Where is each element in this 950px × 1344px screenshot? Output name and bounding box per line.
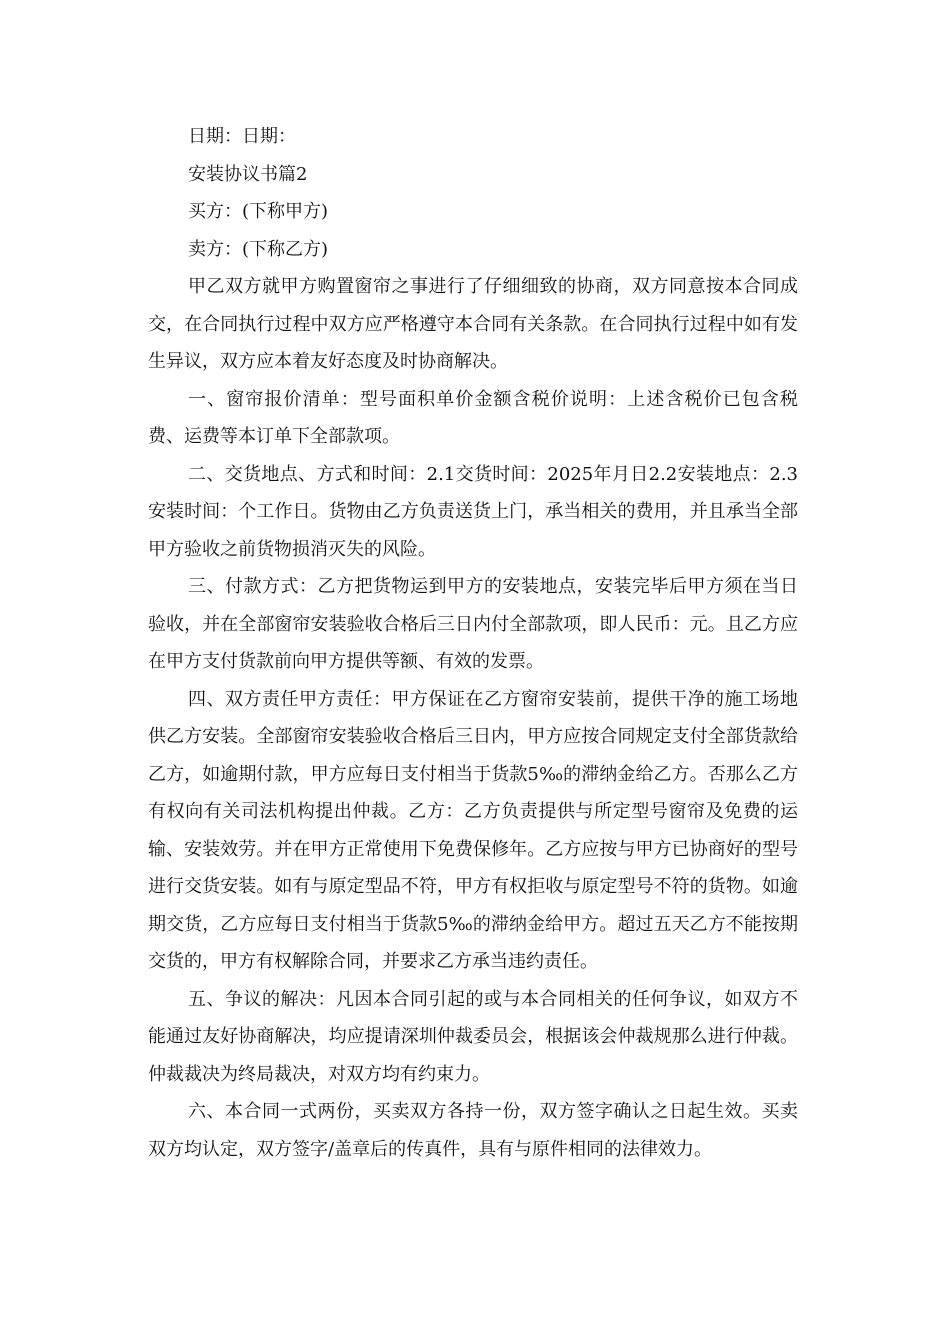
clause-2-delivery: 二、交货地点、方式和时间：2.1交货时间：2025年月日2.2安装地点：2.3安装时间：个工作日。货物由乙方负责送货上门，承当相关的费用，并且承当全部甲方验收之前货物损消灭失的风险。 [148,463,798,560]
clause-4-responsibilities: 四、双方责任甲方责任：甲方保证在乙方窗帘安装前，提供干净的施工场地供乙方安装。全部窗帘安装验收合格后三日内，甲方应按合同规定支付全部货款给乙方，如逾期付款，甲方应每日支付相当于货款5‰的滞纳金给乙方。否那么乙方有权向有关司法机构提出仲裁。乙方：乙方负责提供与所定型号窗帘及免费的运输、安装效劳。并在甲方正常使用下免费保修年。乙方应按与甲方已协商好的型号进行交货安装。如有与原定型品不符，甲方有权拒收与原定型号不符的货物。如逾期交货，乙方应每日支付相当于货款5‰的滞纳金给甲方。超过五天乙方不能按期交货的，甲方有权解除合同，并要求乙方承当违约责任。 [148,688,798,972]
intro-paragraph: 甲乙双方就甲方购置窗帘之事进行了仔细细致的协商，双方同意按本合同成交，在合同执行过程中双方应严格遵守本合同有关条款。在合同执行过程中如有发生异议，双方应本着友好态度及时协商解决。 [148,276,798,372]
clause-5-disputes: 五、争议的解决：凡因本合同引起的或与本合同相关的任何争议，如双方不能通过友好协商解决，均应提请深圳仲裁委员会，根据该会仲裁规那么进行仲裁。仲裁裁决为终局裁决，对双方均有约束力。 [148,988,798,1085]
clause-3-payment: 三、付款方式：乙方把货物运到甲方的安装地点，安装完毕后甲方须在当日验收，并在全部窗帘安装验收合格后三日内付全部款项，即人民币：元。且乙方应在甲方支付货款前向甲方提供等额、有效的发票。 [148,576,798,672]
buyer-line: 买方：(下称甲方) [188,201,329,222]
document-page [148,118,798,1168]
clause-6-effect: 六、本合同一式两份，买卖双方各持一份，双方签字确认之日起生效。买卖双方均认定，双方签字/盖章后的传真件，具有与原件相同的法律效力。 [148,1101,798,1160]
seller-line: 卖方：(下称乙方) [188,238,329,260]
date-line: 日期：日期： [188,126,296,147]
clause-1-price-list: 一、窗帘报价清单：型号面积单价金额含税价说明：上述含税价已包含税费、运费等本订单下全部款项。 [148,388,798,447]
section-title: 安装协议书篇2 [188,163,308,185]
